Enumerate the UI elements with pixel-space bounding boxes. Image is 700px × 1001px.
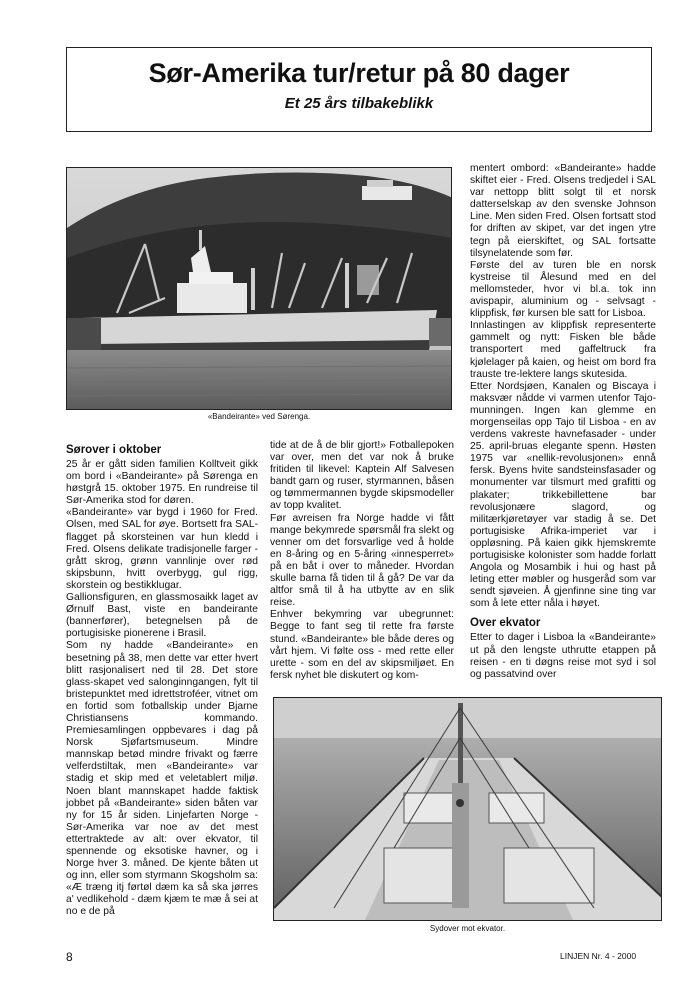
paragraph: Før avreisen fra Norge hadde vi fått mange bekymrede spørsmål fra slekt og venner om det forsvarlige ved å holde en 8-åring og en 5-åring «innesperret» på en båt i over to måneder. Hvordan skulle barna få tiden til å gå? De var da altfor små til å ha utbytte av en slik reise. <box>270 512 454 609</box>
issue-label: LINJEN Nr. 4 - 2000 <box>560 951 637 961</box>
column-2 <box>270 440 454 682</box>
ship-at-quay-image <box>67 168 452 410</box>
page-number: 8 <box>66 950 73 964</box>
paragraph: 25 år er gått siden familien Kolltveit gikk om bord i «Bandeirante» på Sørenga en høstgrå 15. oktober 1975. En rundreise til Sør-Amerika stod for døren. <box>66 459 258 507</box>
paragraph: Første del av turen ble en norsk kystreise til Ålesund med en del mellomsteder, hvor vi bl.a. tok inn avispapir, aluminium og - selvsagt - klippfisk, før kursen ble satt for Lisboa. <box>470 259 656 320</box>
paragraph: «Bandeirante» var bygd i 1960 for Fred. Olsen, med SAL for øye. Bortsett fra SAL-flagget på skorsteinen var hun kledd i Fred. Olsens delikate tradisjonelle farger - grått skrog, grønn vannlinje over rød skipsbunn, hvitt overbygg, gul rigg, skorstein og bestikklugar. <box>66 507 258 591</box>
paragraph: Etter to dager i Lisboa la «Bandeirante» ut på den lengste uthrutte etappen på reisen - en ti døgns reise mot syd i sol og passatvind over <box>470 632 656 680</box>
paragraph: Som ny hadde «Bandeirante» en besetning på 38, men dette var etter hvert blitt rasjonalisert ned til 28. Det store glass-skapet ved salonginngangen, fylt til bristepunktet med idrettstroféer, vitnet om en fortid som fotballskip under Bjarne Christiansens kommando. Premiesamlingen oppbevares i dag på Norsk Sjøfartsmuseum. Mindre mannskap betød mindre frivakt og færre velferdstiltak, men «Bandeirante» var stadig et skip med et veletablert miljø. Noen blant mannskapet hadde faktisk jobbet på «Bandeirante» siden båten var ny for 15 år siden. Linjefarten Norge - Sør-Amerika var noe av det mest ettertraktede av alt: over ekvator, til spennende og eksotiske havner, og i Norge hver 3. måned. De kjente båten ut og inn, eller som styrmann Skogsholm sa: «Æ træng itj førtøl dæm ka så ska jørres a' vedlikehold - dæm kjæm te mæ å sei at no e de på <box>66 640 258 918</box>
column-3 <box>470 163 656 681</box>
paragraph: Gallionsfiguren, en glassmosaikk laget av Ørnulf Bast, viste en bandeirante (bannerfører), betegnelsen på de portugisiske pionerene i Brasil. <box>66 592 258 640</box>
section-heading-over-ekvator: Over ekvator <box>470 617 541 630</box>
deck-view-image <box>274 698 662 921</box>
paragraph: Innlastingen av klippfisk representerte gammelt og nytt: Fisken ble både transportert med gaffeltruck fra kjølelager på kaien, og heist om bord fra trauste tre-lektere langs skutesida. <box>470 320 656 380</box>
paragraph: tide at de å de blir gjort!» Fotballepoken var over, men det var nok å bruke fritiden til likevel: Kaptein Alf Salvesen bandt garn og ruser, styrmannen, båsen og tømmermannen bygde skipsmodeller av topp kvalitet. <box>270 440 454 512</box>
article-subtitle: Et 25 års tilbakeblikk <box>284 95 434 112</box>
paragraph: Etter Nordsjøen, Kanalen og Biscaya i maksvær nådde vi varmen utenfor Tajo-munningen. Ingen kan glemme en morgenseilas opp Tajo til Lisboa - en av verdens vakreste havnefasader - under 25. april-bruas elegante spenn. Høsten 1975 var «nellik-revolusjonen» ennå fersk. Byens hvite sandsteinsfasader og monumenter var tilsmurt med grafitti og plakater; trikkebillettene bar revolusjonære slagord, og militærkjøretøyer var stadig å se. Det portugisiske Afrika-imperiet var i oppløsning. På kaien gikk hjemskremte portugisiske kolonister som hadde forlatt Angola og Mosambik i hui og hast på leting etter møbler og husgeråd som var sendt sjøveien. Å gjenfinne sine ting var som å lete etter nåla i høyet. <box>470 380 656 610</box>
photo2-caption: Sydover mot ekvator. <box>429 924 506 933</box>
photo1-caption: «Bandeirante» ved Sørenga. <box>207 412 311 421</box>
article-title: Sør-Amerika tur/retur på 80 dager <box>148 58 570 88</box>
paragraph: Enhver bekymring var ubegrunnet: Begge to fant seg til rette fra første stund. «Bandeirante» ble både deres og vårt hjem. Vi følte oss - med rette eller urette - som en del av skipsmiljøet. En fersk nyhet ble diskutert og kom- <box>270 609 454 681</box>
headline-box <box>66 47 652 132</box>
paragraph: mentert ombord: «Bandeirante» hadde skiftet eier - Fred. Olsens tredjedel i SAL var nettopp blitt solgt til et norsk datterselskap av den svenske Johnson Line. Men siden Fred. Olsen fortsatt stod for driften av skipet, var det ingen ytre tegn på eierskiftet, og SAL fortsatte tilsynelatende som før. <box>470 163 657 259</box>
section-heading-sorover: Sørover i oktober <box>66 444 162 456</box>
deck-photo <box>273 697 662 921</box>
column-1 <box>66 443 258 919</box>
ship-photo <box>66 167 452 410</box>
